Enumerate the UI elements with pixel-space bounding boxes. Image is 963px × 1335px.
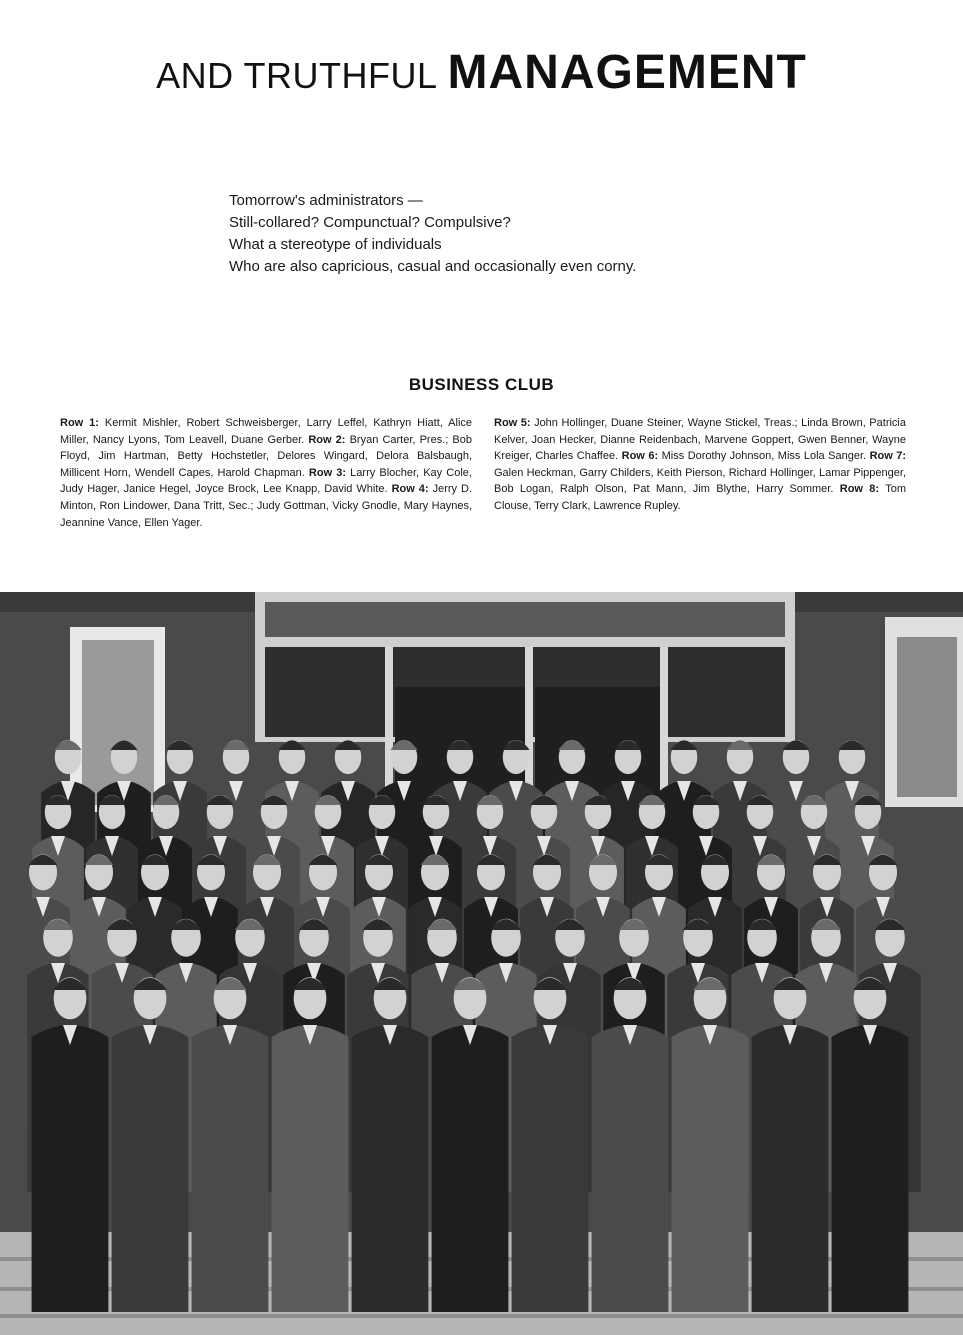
row-names: Bryan Carter, Pres.; Bob Floyd, Jim Hartman, Betty Hochstetler, Delores Wingard, Delora Balsbaugh, Millicent Horn, Wendell Capes, Harold Chapman.: [60, 433, 472, 479]
member-body: [832, 1025, 909, 1312]
headline-main: MANAGEMENT: [447, 46, 807, 99]
group-photo: [0, 592, 963, 1335]
member-body: [752, 1025, 829, 1312]
row-label: Row 2:: [308, 433, 346, 446]
row-label: Row 6:: [621, 450, 659, 463]
row-label: Row 5:: [494, 417, 531, 429]
row-names: Miss Dorothy Johnson, Miss Lola Sanger.: [661, 450, 867, 463]
member-body: [192, 1025, 269, 1312]
row-names: Galen Heckman, Garry Childers, Keith Pierson, Richard Hollinger, Lamar Pippenger, Bob Logan, Ralph Olson, Pat Mann, Jim Blythe, Harry Sommer.: [494, 466, 906, 496]
row-label: Row 1:: [60, 417, 99, 429]
row-names: Tom Clouse, Terry Clark, Lawrence Rupley.: [494, 483, 906, 512]
row-label: Row 7:: [869, 450, 907, 463]
group-photo-illustration: [0, 592, 963, 1335]
member-body: [432, 1025, 509, 1312]
caption-left-column: [60, 415, 472, 531]
row-names: Kermit Mishler, Robert Schweisberger, Larry Leffel, Kathryn Hiatt, Alice Miller, Nancy Lyons, Tom Leavell, Duane Gerber.: [60, 417, 473, 446]
member-body: [512, 1025, 589, 1312]
poem-line: Still-collared? Compunctual? Compulsive?: [229, 214, 511, 231]
member-body: [672, 1025, 749, 1312]
poem: [229, 190, 849, 278]
member-body: [592, 1025, 669, 1312]
row-names: John Hollinger, Duane Steiner, Wayne Stickel, Treas.; Linda Brown, Patricia Kelver, Joan Hecker, Dianne Reidenbach, Marvene Goppert, Gwen Benner, Wayne Kreiger, Charles Chaffee.: [494, 417, 906, 463]
page-headline: [0, 45, 963, 100]
row-label: Row 3:: [308, 466, 347, 479]
member-body: [32, 1025, 109, 1312]
section-title: BUSINESS CLUB: [408, 375, 555, 394]
row-names: Jerry D. Minton, Ron Lindower, Dana Tritt, Sec.; Judy Gottman, Vicky Gnodle, Mary Haynes, Jeannine Vance, Ellen Yager.: [60, 483, 473, 529]
row-label: Row 8:: [839, 483, 880, 496]
headline-lead: AND TRUTHFUL: [156, 55, 438, 96]
caption-right-column: [494, 415, 906, 515]
poem-line: What a stereotype of individuals: [229, 236, 442, 253]
poem-line: Who are also capricious, casual and occasionally even corny.: [229, 258, 637, 275]
member-body: [112, 1025, 189, 1312]
row-label: Row 4:: [391, 483, 429, 496]
member-body: [352, 1025, 429, 1312]
member-body: [272, 1025, 349, 1312]
row-names: Larry Blocher, Kay Cole, Judy Hager, Janice Hegel, Joyce Brock, Lee Knapp, David White.: [60, 466, 472, 496]
poem-line: Tomorrow's administrators —: [229, 192, 423, 209]
